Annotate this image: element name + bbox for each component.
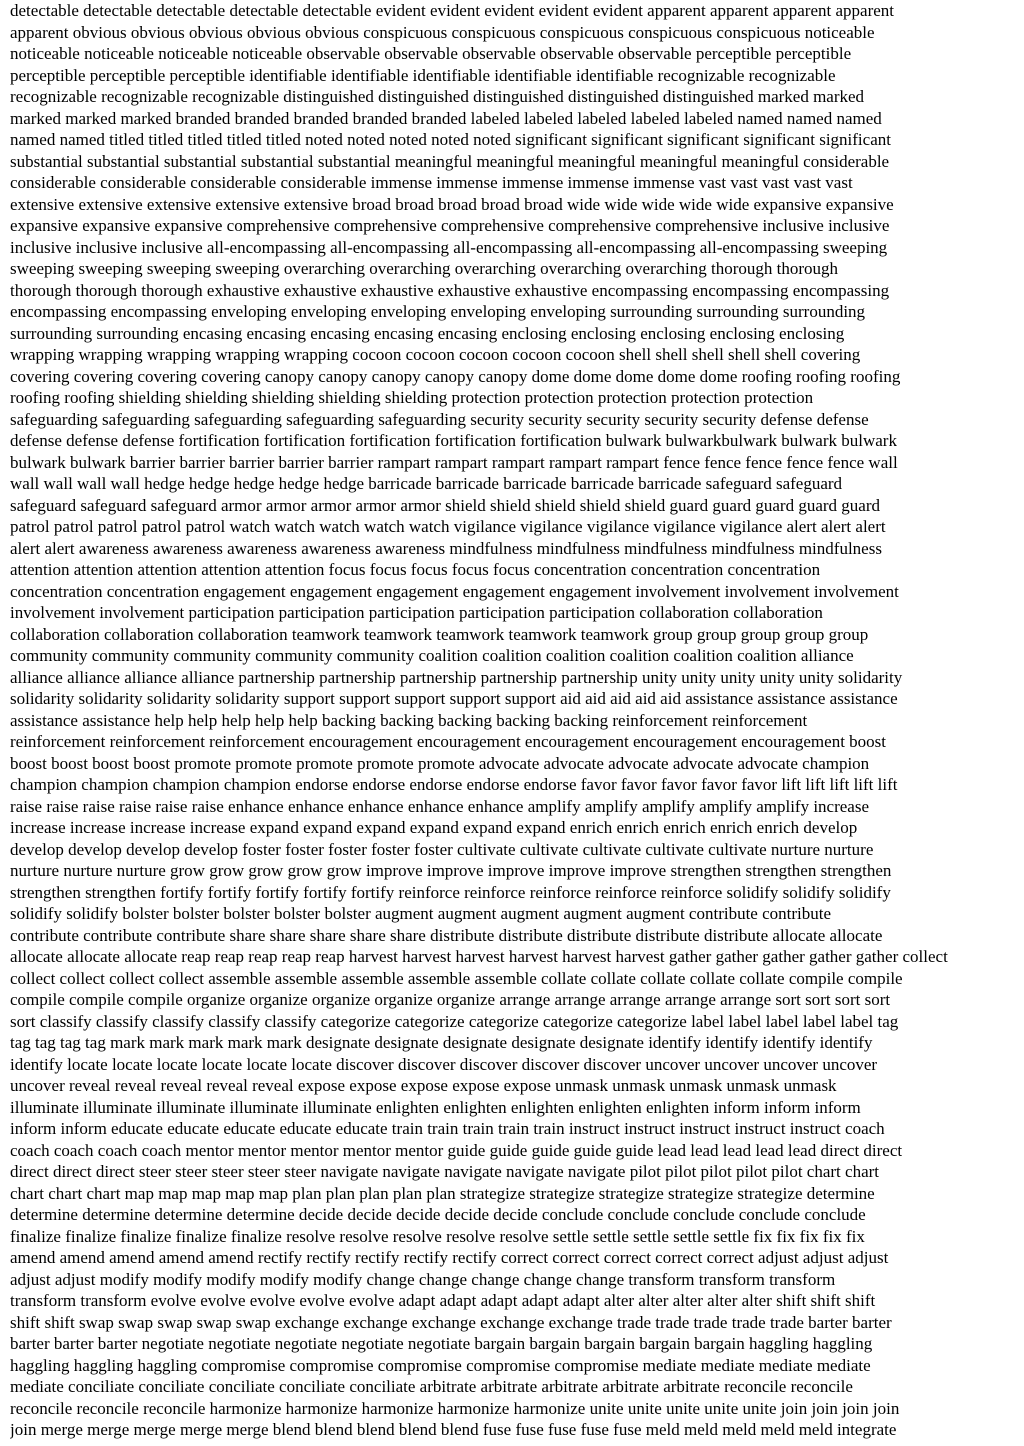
text-line: substantial substantial substantial substantial substantial meaningful meaningful meaningful meaningful meaningful considerable <box>10 151 890 171</box>
text-line: amend amend amend amend amend rectify rectify rectify rectify rectify correct correct correct correct correct adjust adjust adjust <box>10 1248 889 1267</box>
text-line: marked marked marked branded branded branded branded branded labeled labeled labeled labeled labeled named named named <box>10 108 882 128</box>
text-line: finalize finalize finalize finalize finalize resolve resolve resolve resolve resolve settle settle settle settle settle fix fix fix fix fix <box>10 1226 865 1246</box>
text-line: illuminate illuminate illuminate illuminate illuminate enlighten enlighten enlighten enlighten enlighten inform inform inform <box>10 1097 861 1117</box>
text-line: solidify solidify bolster bolster bolster bolster bolster augment augment augment augment augment contribute contribute <box>10 904 832 923</box>
text-line: join merge merge merge merge merge blend blend blend blend blend fuse fuse fuse fuse fuse meld meld meld meld meld integrate <box>10 1420 897 1439</box>
text-line: wall wall wall wall hedge hedge hedge hedge hedge barricade barricade barricade barricade barricade safeguard safeguard <box>10 474 843 493</box>
text-line: contribute contribute contribute share share share share share distribute distribute distribute distribute distribute allocate allocate <box>10 925 883 945</box>
text-line: tag tag tag tag mark mark mark mark mark designate designate designate designate designate identify identify identify identify <box>10 1033 873 1052</box>
text-line: transform transform evolve evolve evolve evolve evolve adapt adapt adapt adapt adapt alter alter alter alter alter shift shift shift <box>10 1291 876 1310</box>
text-line: strengthen strengthen fortify fortify fortify fortify fortify reinforce reinforce reinforce reinforce reinforce solidify solidify solidify <box>10 882 891 902</box>
text-line: safeguarding safeguarding safeguarding safeguarding safeguarding security security security security security defense defense <box>10 409 869 429</box>
text-line: noticeable noticeable noticeable noticeable observable observable observable observable observable perceptible perceptible <box>10 44 852 63</box>
text-line: extensive extensive extensive extensive extensive broad broad broad broad broad wide wide wide wide wide expansive expansive <box>10 194 894 214</box>
text-line: determine determine determine determine decide decide decide decide decide conclude conclude conclude conclude conclude <box>10 1205 866 1224</box>
text-line: alliance alliance alliance alliance partnership partnership partnership partnership partnership unity unity unity unity unity solidarity <box>10 667 903 687</box>
text-line: chart chart chart map map map map map plan plan plan plan plan strategize strategize strategize strategize strategize determine <box>10 1183 875 1203</box>
text-line: adjust adjust modify modify modify modify modify change change change change change transform transform transform <box>10 1269 836 1289</box>
text-line: nurture nurture nurture grow grow grow grow grow improve improve improve improve improve strengthen strengthen strengthen <box>10 861 892 880</box>
text-line: uncover reveal reveal reveal reveal reveal expose expose expose expose expose unmask unmask unmask unmask unmask <box>10 1076 837 1095</box>
text-line: increase increase increase increase expand expand expand expand expand expand enrich enrich enrich enrich enrich develop <box>10 818 858 837</box>
text-line: sort classify classify classify classify classify categorize categorize categorize categorize categorize label label label label label tag <box>10 1011 899 1031</box>
text-line: roofing roofing shielding shielding shielding shielding shielding protection protection protection protection protection <box>10 388 814 407</box>
text-line: encompassing encompassing enveloping enveloping enveloping enveloping enveloping surrounding surrounding surrounding <box>10 302 866 321</box>
text-line: haggling haggling haggling compromise compromise compromise compromise compromise mediate mediate mediate mediate <box>10 1355 871 1375</box>
text-line: reconcile reconcile reconcile harmonize harmonize harmonize harmonize harmonize unite unite unite unite unite join join join join <box>10 1398 900 1418</box>
text-line: inclusive inclusive inclusive all-encompassing all-encompassing all-encompassing all-encompassing all-encompassing sweeping <box>10 237 888 257</box>
text-line: solidarity solidarity solidarity solidarity support support support support support aid aid aid aid aid assistance assistance assistance <box>10 689 898 708</box>
text-line: detectable detectable detectable detectable detectable evident evident evident evident evident apparent apparent apparent apparent <box>10 1 894 20</box>
text-line: involvement involvement participation participation participation participation participation collaboration collaboration <box>10 603 823 622</box>
text-line: apparent obvious obvious obvious obvious obvious conspicuous conspicuous conspicuous conspicuous conspicuous noticeable <box>10 22 875 42</box>
text-line: develop develop develop develop foster foster foster foster foster cultivate cultivate cultivate cultivate cultivate nurture nurture <box>10 839 874 859</box>
text-line: collaboration collaboration collaboration teamwork teamwork teamwork teamwork teamwork group group group group group <box>10 624 869 644</box>
text-line: named named titled titled titled titled titled noted noted noted noted noted significant significant significant significant significant <box>10 130 891 149</box>
text-line: allocate allocate allocate reap reap reap reap reap harvest harvest harvest harvest harvest harvest gather gather gather gather gather collect <box>10 947 948 966</box>
text-line: sweeping sweeping sweeping sweeping overarching overarching overarching overarching overarching thorough thorough <box>10 259 839 278</box>
text-line: concentration concentration engagement engagement engagement engagement engagement involvement involvement involvement <box>10 581 899 601</box>
text-line: alert alert awareness awareness awareness awareness awareness mindfulness mindfulness mindfulness mindfulness mindfulness <box>10 538 882 558</box>
text-line: covering covering covering covering canopy canopy canopy canopy canopy dome dome dome dome dome roofing roofing roofing <box>10 366 901 386</box>
text-line: assistance assistance help help help help help backing backing backing backing backing reinforcement reinforcement <box>10 710 808 730</box>
text-line: collect collect collect collect assemble assemble assemble assemble assemble collate collate collate collate collate compile compile <box>10 968 903 988</box>
text-line: attention attention attention attention attention focus focus focus focus focus concentration concentration concentration <box>10 560 821 579</box>
text-line: champion champion champion champion endorse endorse endorse endorse endorse favor favor favor favor favor lift lift lift lift lift <box>10 775 898 794</box>
text-line: raise raise raise raise raise raise enhance enhance enhance enhance enhance amplify amplify amplify amplify amplify increase <box>10 796 870 816</box>
text-line: direct direct direct steer steer steer steer steer navigate navigate navigate navigate navigate pilot pilot pilot pilot pilot chart chart <box>10 1162 880 1181</box>
text-line: safeguard safeguard safeguard armor armor armor armor armor shield shield shield shield shield guard guard guard guard guard <box>10 495 880 515</box>
text-line: thorough thorough thorough exhaustive exhaustive exhaustive exhaustive exhaustive encompassing encompassing encompassing <box>10 280 890 300</box>
text-line: reinforcement reinforcement reinforcement encouragement encouragement encouragement encouragement encouragement boost <box>10 732 887 751</box>
text-line: defense defense defense fortification fortification fortification fortification fortification bulwark bulwarkbulwark bulwark bulwark <box>10 431 897 450</box>
text-line: expansive expansive expansive comprehensive comprehensive comprehensive comprehensive comprehensive inclusive inclusive <box>10 216 890 235</box>
document-body-text <box>10 0 1018 1441</box>
text-line: recognizable recognizable recognizable distinguished distinguished distinguished distinguished distinguished marked marked <box>10 87 865 106</box>
text-line: shift shift swap swap swap swap swap exchange exchange exchange exchange exchange trade trade trade trade trade barter barter <box>10 1312 892 1332</box>
text-line: inform inform educate educate educate educate educate train train train train train instruct instruct instruct instruct instruct coach <box>10 1119 885 1138</box>
text-line: perceptible perceptible perceptible identifiable identifiable identifiable identifiable identifiable recognizable recognizable <box>10 65 836 85</box>
text-line: surrounding surrounding encasing encasing encasing encasing encasing enclosing enclosing enclosing enclosing enclosing <box>10 323 845 343</box>
text-line: patrol patrol patrol patrol patrol watch watch watch watch watch vigilance vigilance vigilance vigilance vigilance alert alert alert <box>10 517 886 536</box>
text-line: identify locate locate locate locate locate locate discover discover discover discover discover uncover uncover uncover uncover <box>10 1054 878 1074</box>
text-line: bulwark bulwark barrier barrier barrier barrier barrier rampart rampart rampart rampart rampart fence fence fence fence fence wall <box>10 452 898 472</box>
text-line: coach coach coach coach mentor mentor mentor mentor mentor guide guide guide guide guide lead lead lead lead lead direct direct <box>10 1140 903 1160</box>
text-line: considerable considerable considerable considerable immense immense immense immense immense vast vast vast vast vast <box>10 173 853 192</box>
text-line: barter barter barter negotiate negotiate negotiate negotiate negotiate bargain bargain bargain bargain bargain haggling haggling <box>10 1334 873 1353</box>
text-line: mediate conciliate conciliate conciliate conciliate conciliate arbitrate arbitrate arbitrate arbitrate arbitrate reconcile reconcile <box>10 1377 853 1396</box>
text-line: wrapping wrapping wrapping wrapping wrapping cocoon cocoon cocoon cocoon cocoon shell shell shell shell shell covering <box>10 345 861 364</box>
text-line: community community community community community coalition coalition coalition coalition coalition coalition alliance <box>10 646 854 665</box>
text-line: compile compile compile organize organize organize organize organize arrange arrange arrange arrange arrange sort sort sort sort <box>10 990 891 1009</box>
text-line: boost boost boost boost promote promote promote promote promote advocate advocate advocate advocate advocate champion <box>10 753 870 773</box>
